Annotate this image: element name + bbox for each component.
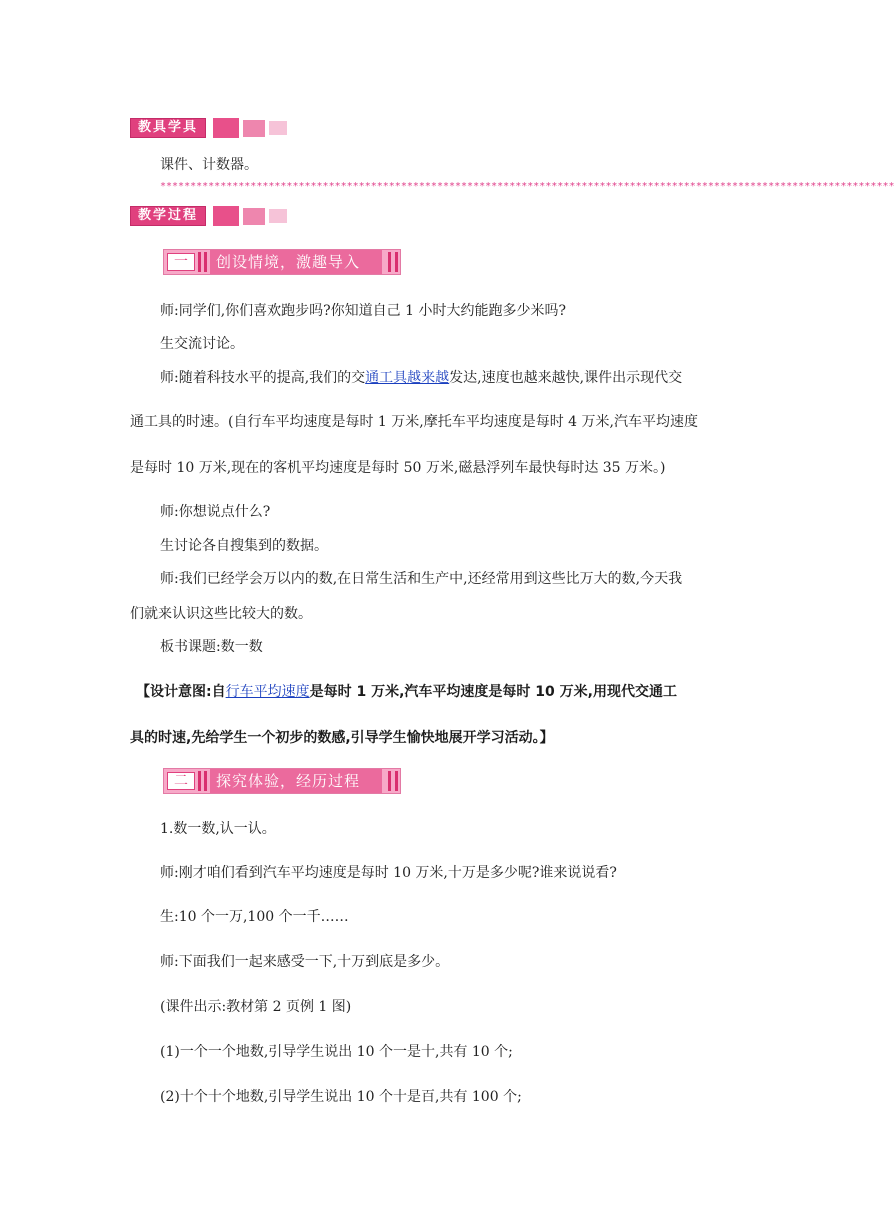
step-banner-2: [163, 768, 401, 794]
paragraph-part: 师:随着科技水平的提高,我们的交: [160, 370, 366, 386]
section-tag: 教具学具: [130, 118, 209, 138]
decor-bars: [198, 252, 210, 272]
paragraph: 生讨论各自搜集到的数据。: [160, 538, 328, 554]
star-divider: **************************************************************************************************************************: [160, 181, 895, 192]
paragraph: 师:我们已经学会万以内的数,在日常生活和生产中,还经常用到这些比万大的数,今天我: [160, 571, 683, 587]
section-tag: 教学过程: [130, 206, 209, 226]
decor-square: [269, 209, 287, 223]
design-part: 【设计意图:自: [136, 684, 226, 700]
design-intent-line2: 具的时速,先给学生一个初步的数感,引导学生愉快地展开学习活动。】: [130, 730, 554, 746]
step-banner-1: [163, 249, 401, 275]
decor-square: [213, 118, 239, 138]
decor-bars: [384, 771, 398, 791]
paragraph: 通工具的时速。(自行车平均速度是每时 1 万米,摩托车平均速度是每时 4 万米,汽车平均速度: [130, 414, 698, 430]
paragraph: (课件出示:教材第 2 页例 1 图): [160, 999, 352, 1015]
design-intent: [136, 681, 677, 701]
decor-bars: [384, 252, 398, 272]
step-title: 探究体验，经历过程: [210, 769, 382, 793]
step-title: 创设情境，激趣导入: [210, 250, 382, 274]
paragraph: (2)十个十个地数,引导学生说出 10 个十是百,共有 100 个;: [160, 1089, 522, 1105]
decor-square: [243, 208, 265, 225]
design-part: 是每时 1 万米,汽车平均速度是每时 10 万米,用现代交通工: [309, 684, 677, 700]
text-link[interactable]: 通工具越来越: [365, 370, 450, 386]
paragraph: [160, 367, 682, 387]
step-number: 二: [167, 772, 195, 790]
paragraph: (1)一个一个地数,引导学生说出 10 个一是十,共有 10 个;: [160, 1044, 513, 1060]
paragraph: 1.数一数,认一认。: [160, 821, 276, 837]
paragraph-part: 发达,速度也越来越快,课件出示现代交: [449, 370, 683, 386]
step-number: 一: [167, 253, 195, 271]
decor-square: [213, 206, 239, 226]
section-header-tools: [130, 118, 287, 138]
decor-bars: [198, 771, 210, 791]
tools-text: 课件、计数器。: [160, 157, 258, 173]
text-link[interactable]: 行车平均速度: [225, 684, 310, 700]
decor-square: [269, 121, 287, 135]
paragraph: 生交流讨论。: [160, 336, 244, 352]
paragraph: 们就来认识这些比较大的数。: [130, 606, 312, 622]
decor-square: [243, 120, 265, 137]
paragraph: 师:同学们,你们喜欢跑步吗?你知道自己 1 小时大约能跑多少米吗?: [160, 303, 566, 319]
section-header-process: [130, 206, 287, 226]
paragraph: 师:下面我们一起来感受一下,十万到底是多少。: [160, 954, 450, 970]
paragraph: 师:你想说点什么?: [160, 504, 271, 520]
paragraph: 是每时 10 万米,现在的客机平均速度是每时 50 万米,磁悬浮列车最快每时达 35 万米。): [130, 460, 666, 476]
paragraph: 师:刚才咱们看到汽车平均速度是每时 10 万米,十万是多少呢?谁来说说看?: [160, 865, 617, 881]
paragraph: 板书课题:数一数: [160, 639, 263, 655]
paragraph: 生:10 个一万,100 个一千……: [160, 909, 349, 925]
